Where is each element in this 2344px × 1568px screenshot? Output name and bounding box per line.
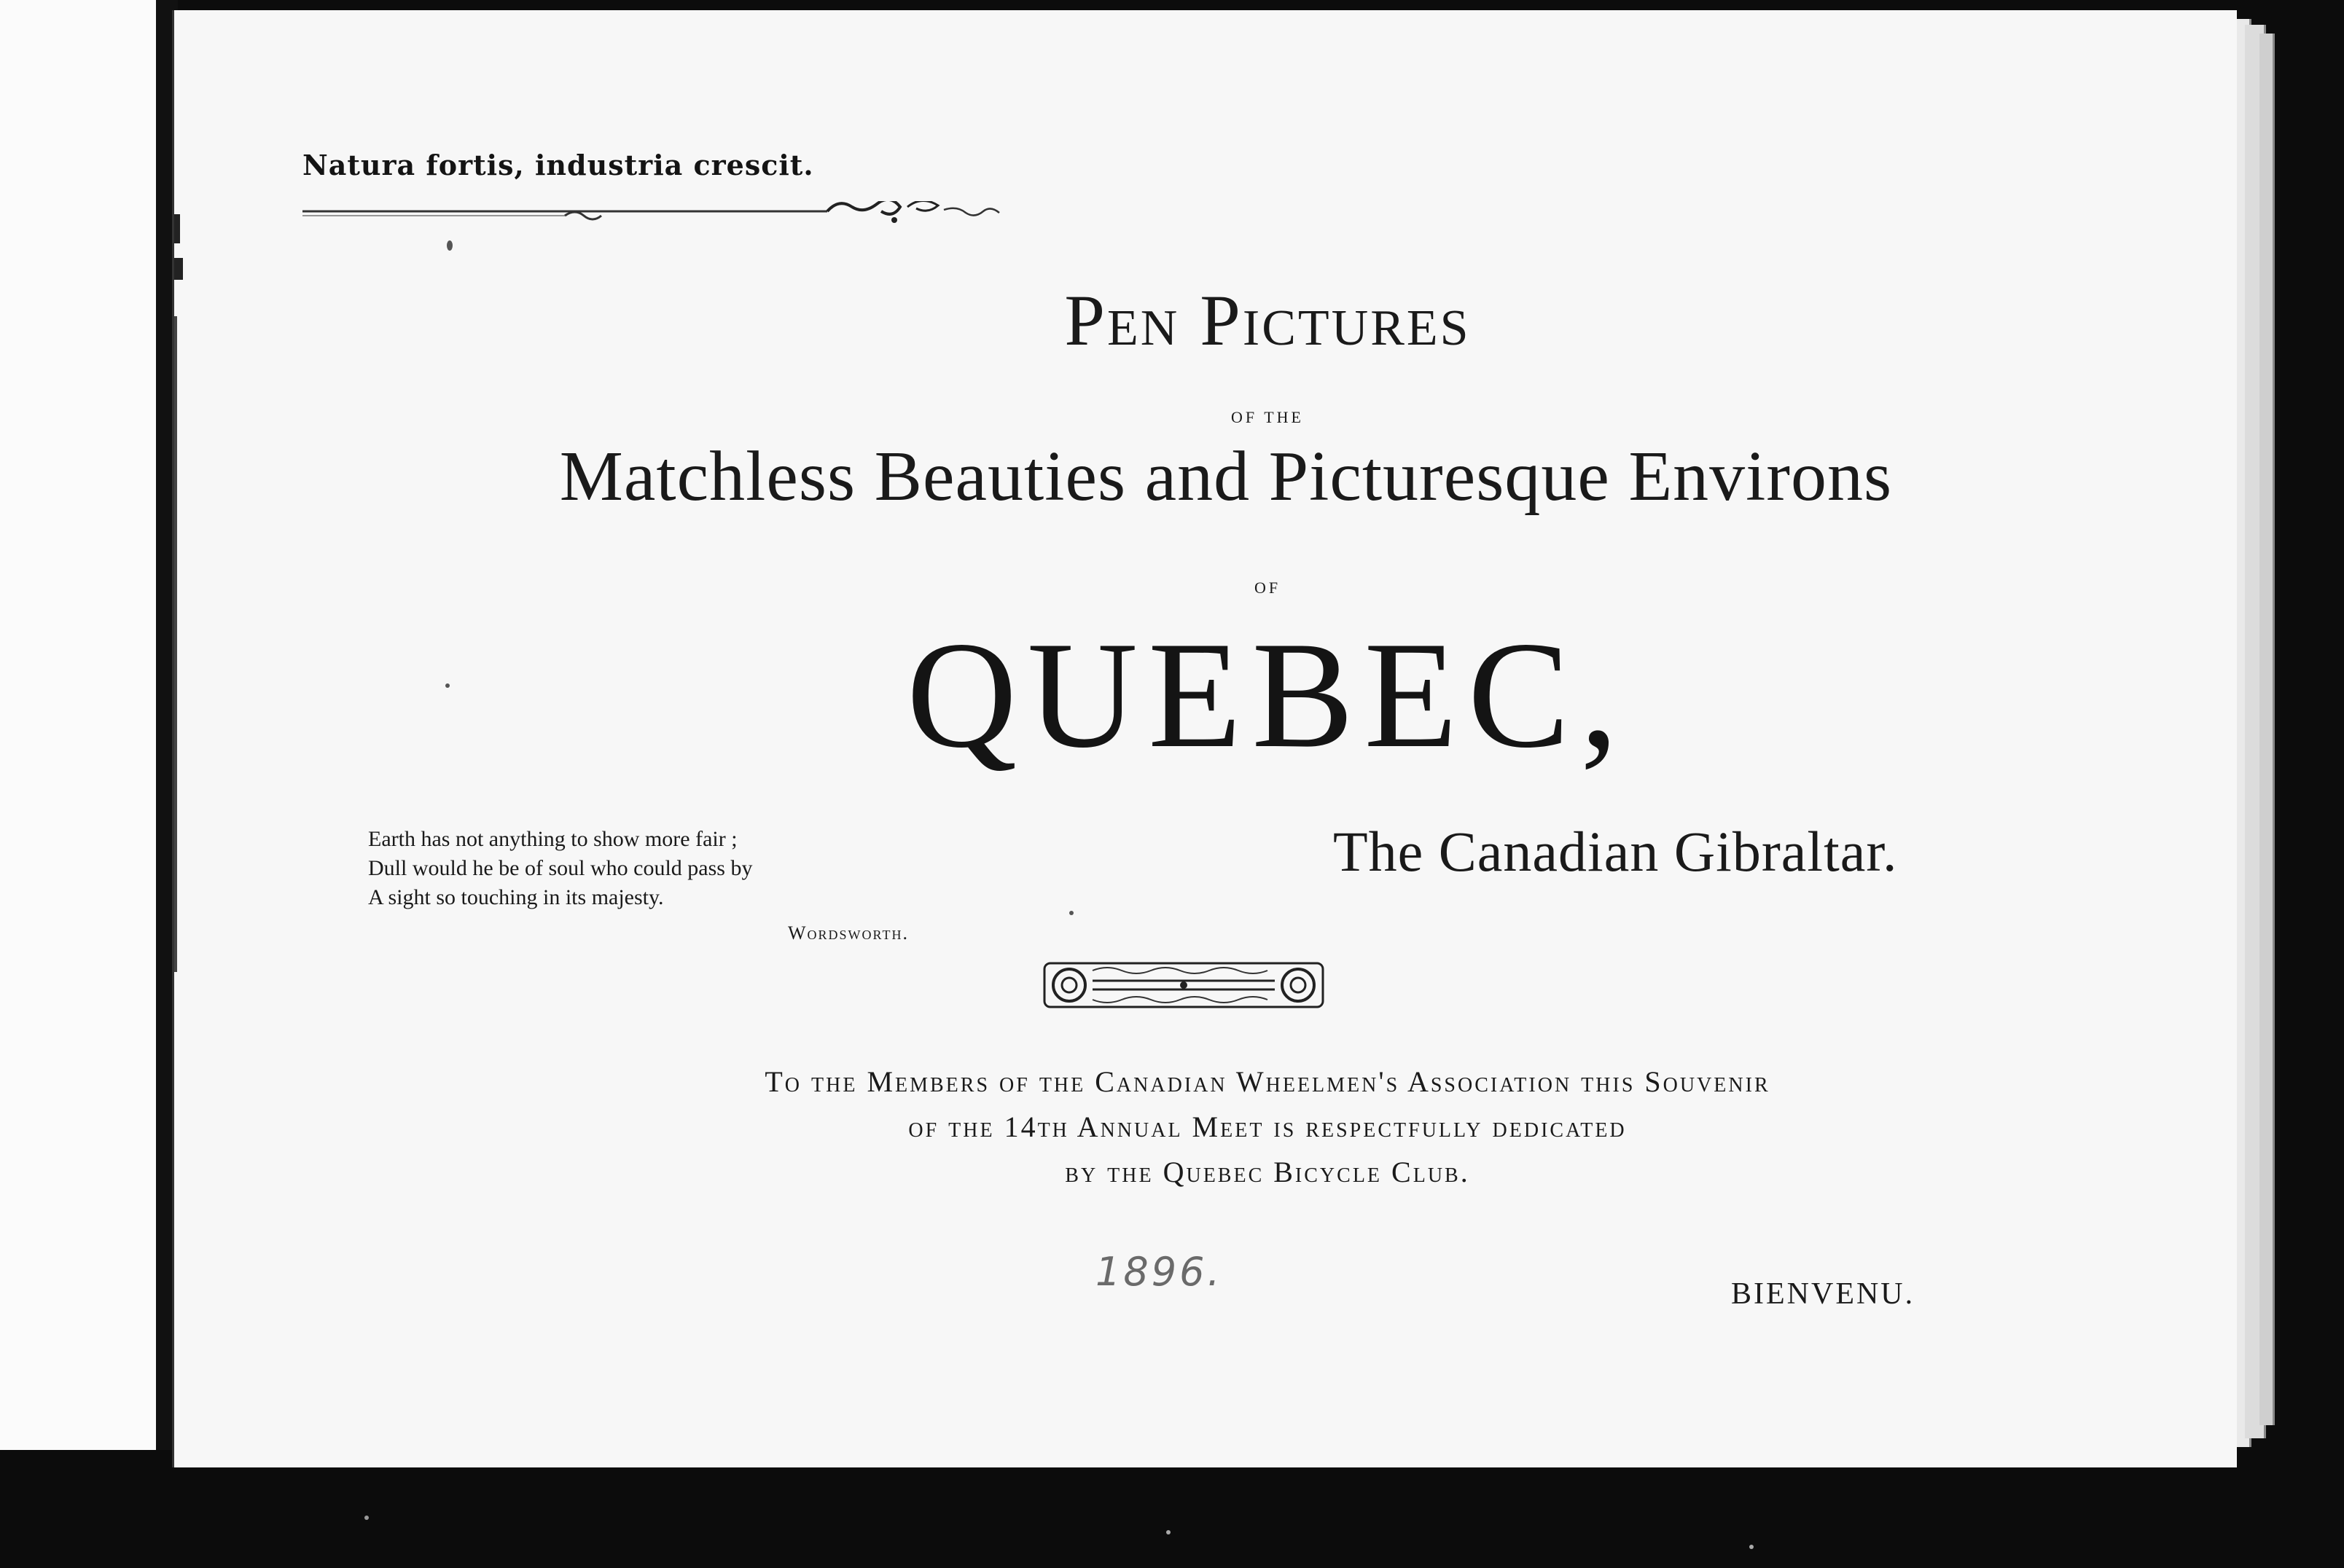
dedication-line: To the Members of the Canadian Wheelmen's Association this Souvenir (765, 1065, 1770, 1098)
title-page (172, 10, 2237, 1467)
epigraph (368, 825, 752, 912)
epigraph-line: A sight so touching in its majesty. (368, 885, 664, 909)
dedication-line: of the 14th Annual Meet is respectfully dedicated (908, 1110, 1627, 1143)
city-epithet: The Canadian Gibraltar. (1333, 820, 1898, 883)
dedication-line: by the Quebec Bicycle Club. (1065, 1156, 1470, 1188)
epigraph-author: Wordsworth. (788, 922, 909, 944)
ink-speck (447, 240, 453, 251)
connector-text: OF THE (1231, 408, 1304, 426)
binding-mark (174, 214, 180, 243)
rosette-ornament-icon (1042, 956, 1326, 1014)
previous-page-edge (0, 0, 156, 1450)
ink-speck (1069, 911, 1074, 915)
page-stack-edge (2259, 34, 2275, 1425)
binding-mark (174, 258, 183, 280)
dedication (174, 1059, 2237, 1195)
dust-speck (1749, 1545, 1754, 1549)
scroll-flourish-icon (302, 201, 1031, 245)
book-title: Pen Pictures (1064, 280, 1471, 361)
epigraph-line: Dull would he be of soul who could pass by (368, 856, 753, 880)
city-title: QUEBEC, (906, 611, 1629, 780)
dust-speck (364, 1516, 369, 1520)
book-subtitle: Matchless Beauties and Picturesque Environs (559, 437, 1893, 516)
handwritten-year: 1896. (1095, 1249, 1223, 1295)
closing-greeting: BIENVENU. (1731, 1277, 1915, 1311)
dust-speck (1166, 1530, 1171, 1534)
motto: Natura fortis, industria crescit. (302, 149, 814, 181)
connector-text: OF (1254, 579, 1281, 597)
epigraph-line: Earth has not anything to show more fair ; (368, 827, 738, 851)
ink-speck (445, 683, 450, 688)
